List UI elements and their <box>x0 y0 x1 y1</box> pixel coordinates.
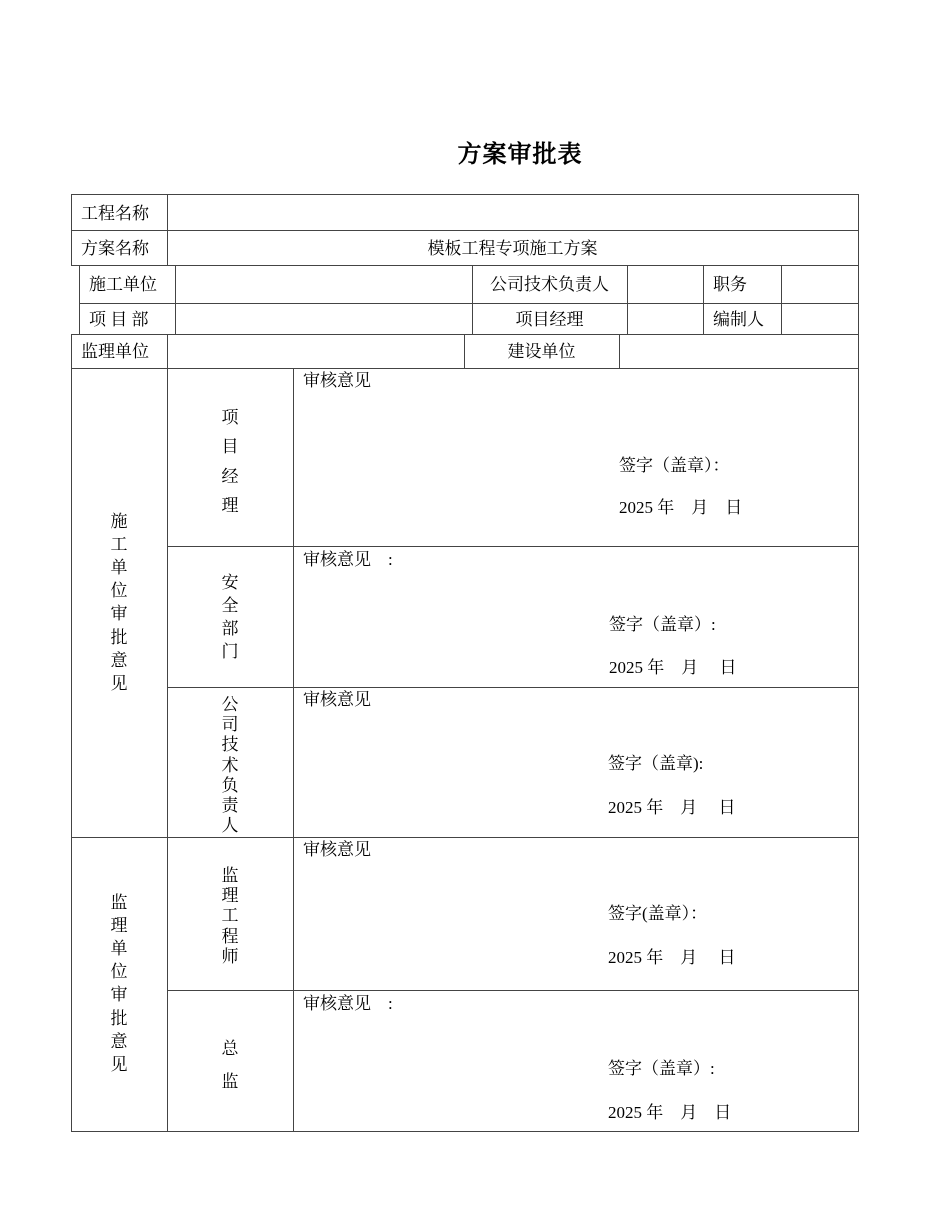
table-line <box>71 265 859 266</box>
date-line: 2025 年 月 日 <box>619 498 743 517</box>
date-line: 2025 年 月 日 <box>608 798 736 817</box>
date-line: 2025 年 月 日 <box>608 1103 732 1122</box>
reviewer-safety-dept: 安 全 部 门 <box>221 573 239 662</box>
table-line <box>167 334 168 1132</box>
signature-line: 签字（盖章): <box>608 754 704 773</box>
table-line <box>293 368 294 1132</box>
supervision-unit-label: 监理单位 <box>81 342 149 361</box>
signature-line: 签字（盖章）: <box>608 1059 715 1078</box>
signature-line: 签字（盖章）： <box>619 456 730 475</box>
signature-line: 签字（盖章）: <box>609 615 716 634</box>
table-line <box>167 687 859 688</box>
table-line <box>858 194 859 1132</box>
table-line <box>627 265 628 334</box>
position-label: 职务 <box>713 275 747 294</box>
reviewer-supervising-engineer: 监 理 工 程 师 <box>221 866 239 966</box>
opinion-label: 审核意见 : <box>303 994 393 1013</box>
table-line <box>703 265 704 334</box>
construction-group-label: 施 工 单 位 审 批 意 见 <box>110 512 128 693</box>
signature-line: 签字(盖章）： <box>608 904 708 923</box>
opinion-label: 审核意见 : <box>303 550 393 569</box>
scheme-name-value: 模板工程专项施工方案 <box>427 239 598 258</box>
table-line <box>71 334 72 1132</box>
scheme-name-label: 方案名称 <box>81 239 149 258</box>
reviewer-chief-supervisor: 总 监 <box>221 1039 239 1091</box>
table-line <box>167 546 859 547</box>
date-line: 2025 年 月 日 <box>609 658 737 677</box>
table-line <box>71 194 859 195</box>
opinion-label: 审核意见 <box>303 840 371 859</box>
company-tech-lead-label: 公司技术负责人 <box>490 275 609 294</box>
table-line <box>71 368 859 369</box>
table-line <box>71 334 859 335</box>
compiler-label: 编制人 <box>713 310 764 329</box>
table-line <box>175 265 176 334</box>
table-line <box>79 303 859 304</box>
supervision-group-label: 监 理 单 位 审 批 意 见 <box>110 893 128 1074</box>
table-line <box>71 194 72 265</box>
table-line <box>71 230 859 231</box>
table-line <box>619 334 620 368</box>
table-line <box>781 265 782 334</box>
opinion-label: 审核意见 <box>303 371 371 390</box>
reviewer-tech-lead: 公 司 技 术 负 责 人 <box>221 695 239 836</box>
project-name-label: 工程名称 <box>81 204 149 223</box>
table-line <box>167 990 859 991</box>
table-line <box>71 837 859 838</box>
date-line: 2025 年 月 日 <box>608 948 736 967</box>
opinion-label: 审核意见 <box>303 690 371 709</box>
project-manager-label: 项目经理 <box>515 310 584 329</box>
table-line <box>71 1131 859 1132</box>
document-title: 方案审批表 <box>457 140 583 168</box>
owner-unit-label: 建设单位 <box>507 342 576 361</box>
project-dept-label: 项 目 部 <box>89 310 149 329</box>
reviewer-project-manager: 项 目 经 理 <box>221 408 239 516</box>
construction-unit-label: 施工单位 <box>89 275 157 294</box>
table-line <box>79 265 80 334</box>
